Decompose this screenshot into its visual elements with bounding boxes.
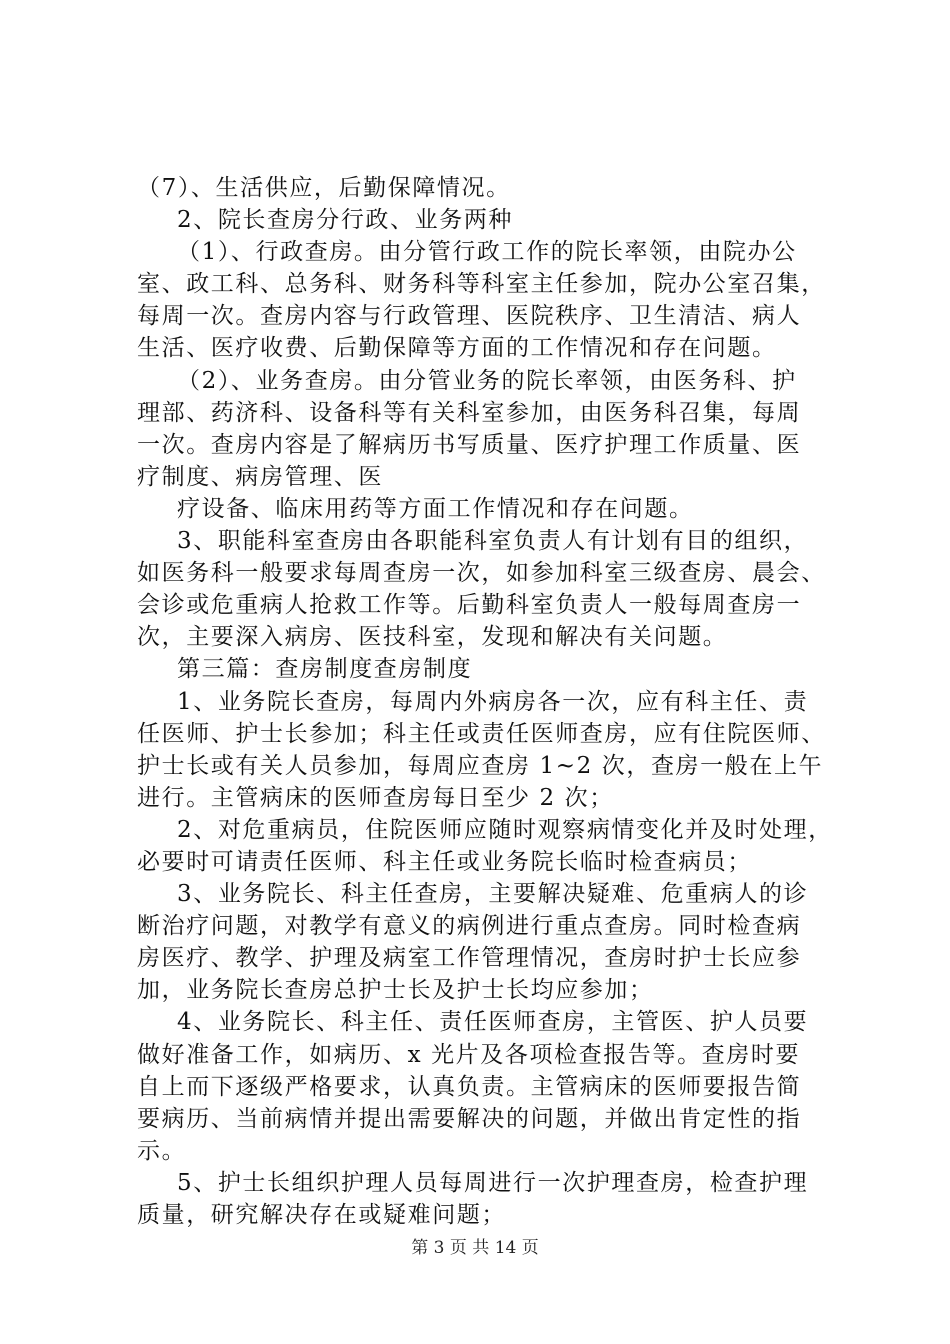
text-line: 示。	[137, 1138, 187, 1164]
text-line: 房医疗、教学、护理及病室工作管理情况，查房时护士长应参	[137, 945, 802, 971]
text-line: 进行。主管病床的医师查房每日至少 2 次；	[137, 785, 614, 811]
text-line: 理部、药济科、设备科等有关科室参加，由医务科召集，每周	[137, 400, 802, 426]
text-line: 会诊或危重病人抢救工作等。后勤科室负责人一般每周查房一	[137, 592, 802, 618]
section-heading: 第三篇：查房制度查房制度	[177, 656, 473, 682]
text-line: 4、业务院长、科主任、责任医师查房，主管医、护人员要	[177, 1009, 809, 1035]
text-line: （2）、业务查房。由分管业务的院长率领，由医务科、护	[177, 368, 797, 394]
text-line: 2、对危重病员，住院医师应随时观察病情变化并及时处理，	[177, 817, 833, 843]
text-line: 室、政工科、总务科、财务科等科室主任参加，院办公室召集，	[137, 271, 826, 297]
text-line: 5、护士长组织护理人员每周进行一次护理查房，检查护理	[177, 1170, 809, 1196]
text-line: 生活、医疗收费、后勤保障等方面的工作情况和存在问题。	[137, 335, 777, 361]
text-line: 3、职能科室查房由各职能科室负责人有计划有目的组织，	[177, 528, 809, 554]
text-line: 2、院长查房分行政、业务两种	[177, 207, 514, 233]
text-line: 如医务科一般要求每周查房一次，如参加科室三级查房、晨会、	[137, 560, 826, 586]
text-line: （7）、生活供应，后勤保障情况。	[137, 175, 511, 201]
text-line: （1）、行政查房。由分管行政工作的院长率领，由院办公	[177, 239, 797, 265]
text-line: 要病历、当前病情并提出需要解决的问题，并做出肯定性的指	[137, 1106, 802, 1132]
text-line: 自上而下逐级严格要求，认真负责。主管病床的医师要报告简	[137, 1074, 802, 1100]
text-line: 必要时可请责任医师、科主任或业务院长临时检查病员；	[137, 849, 752, 875]
text-line: 疗制度、病房管理、医	[137, 464, 383, 490]
text-line: 一次。查房内容是了解病历书写质量、医疗护理工作质量、医	[137, 432, 802, 458]
text-line: 3、业务院长、科主任查房，主要解决疑难、危重病人的诊	[177, 881, 809, 907]
text-line: 质量，研究解决存在或疑难问题；	[137, 1202, 506, 1228]
page-number-footer: 第 3 页 共 14 页	[411, 1238, 539, 1258]
text-line: 任医师、护士长参加；科主任或责任医师查房，应有住院医师、	[137, 721, 826, 747]
text-line: 疗设备、临床用药等方面工作情况和存在问题。	[177, 496, 694, 522]
text-line: 加，业务院长查房总护士长及护士长均应参加；	[137, 977, 654, 1003]
text-line: 次，主要深入病房、医技科室，发现和解决有关问题。	[137, 624, 728, 650]
text-line: 护士长或有关人员参加，每周应查房 1~2 次，查房一般在上午	[137, 753, 824, 779]
text-line: 1、业务院长查房，每周内外病房各一次，应有科主任、责	[177, 689, 809, 715]
text-line: 每周一次。查房内容与行政管理、医院秩序、卫生清洁、病人	[137, 303, 802, 329]
text-line: 断治疗问题，对教学有意义的病例进行重点查房。同时检查病	[137, 913, 802, 939]
text-line: 做好准备工作，如病历、x 光片及各项检查报告等。查房时要	[137, 1042, 801, 1068]
